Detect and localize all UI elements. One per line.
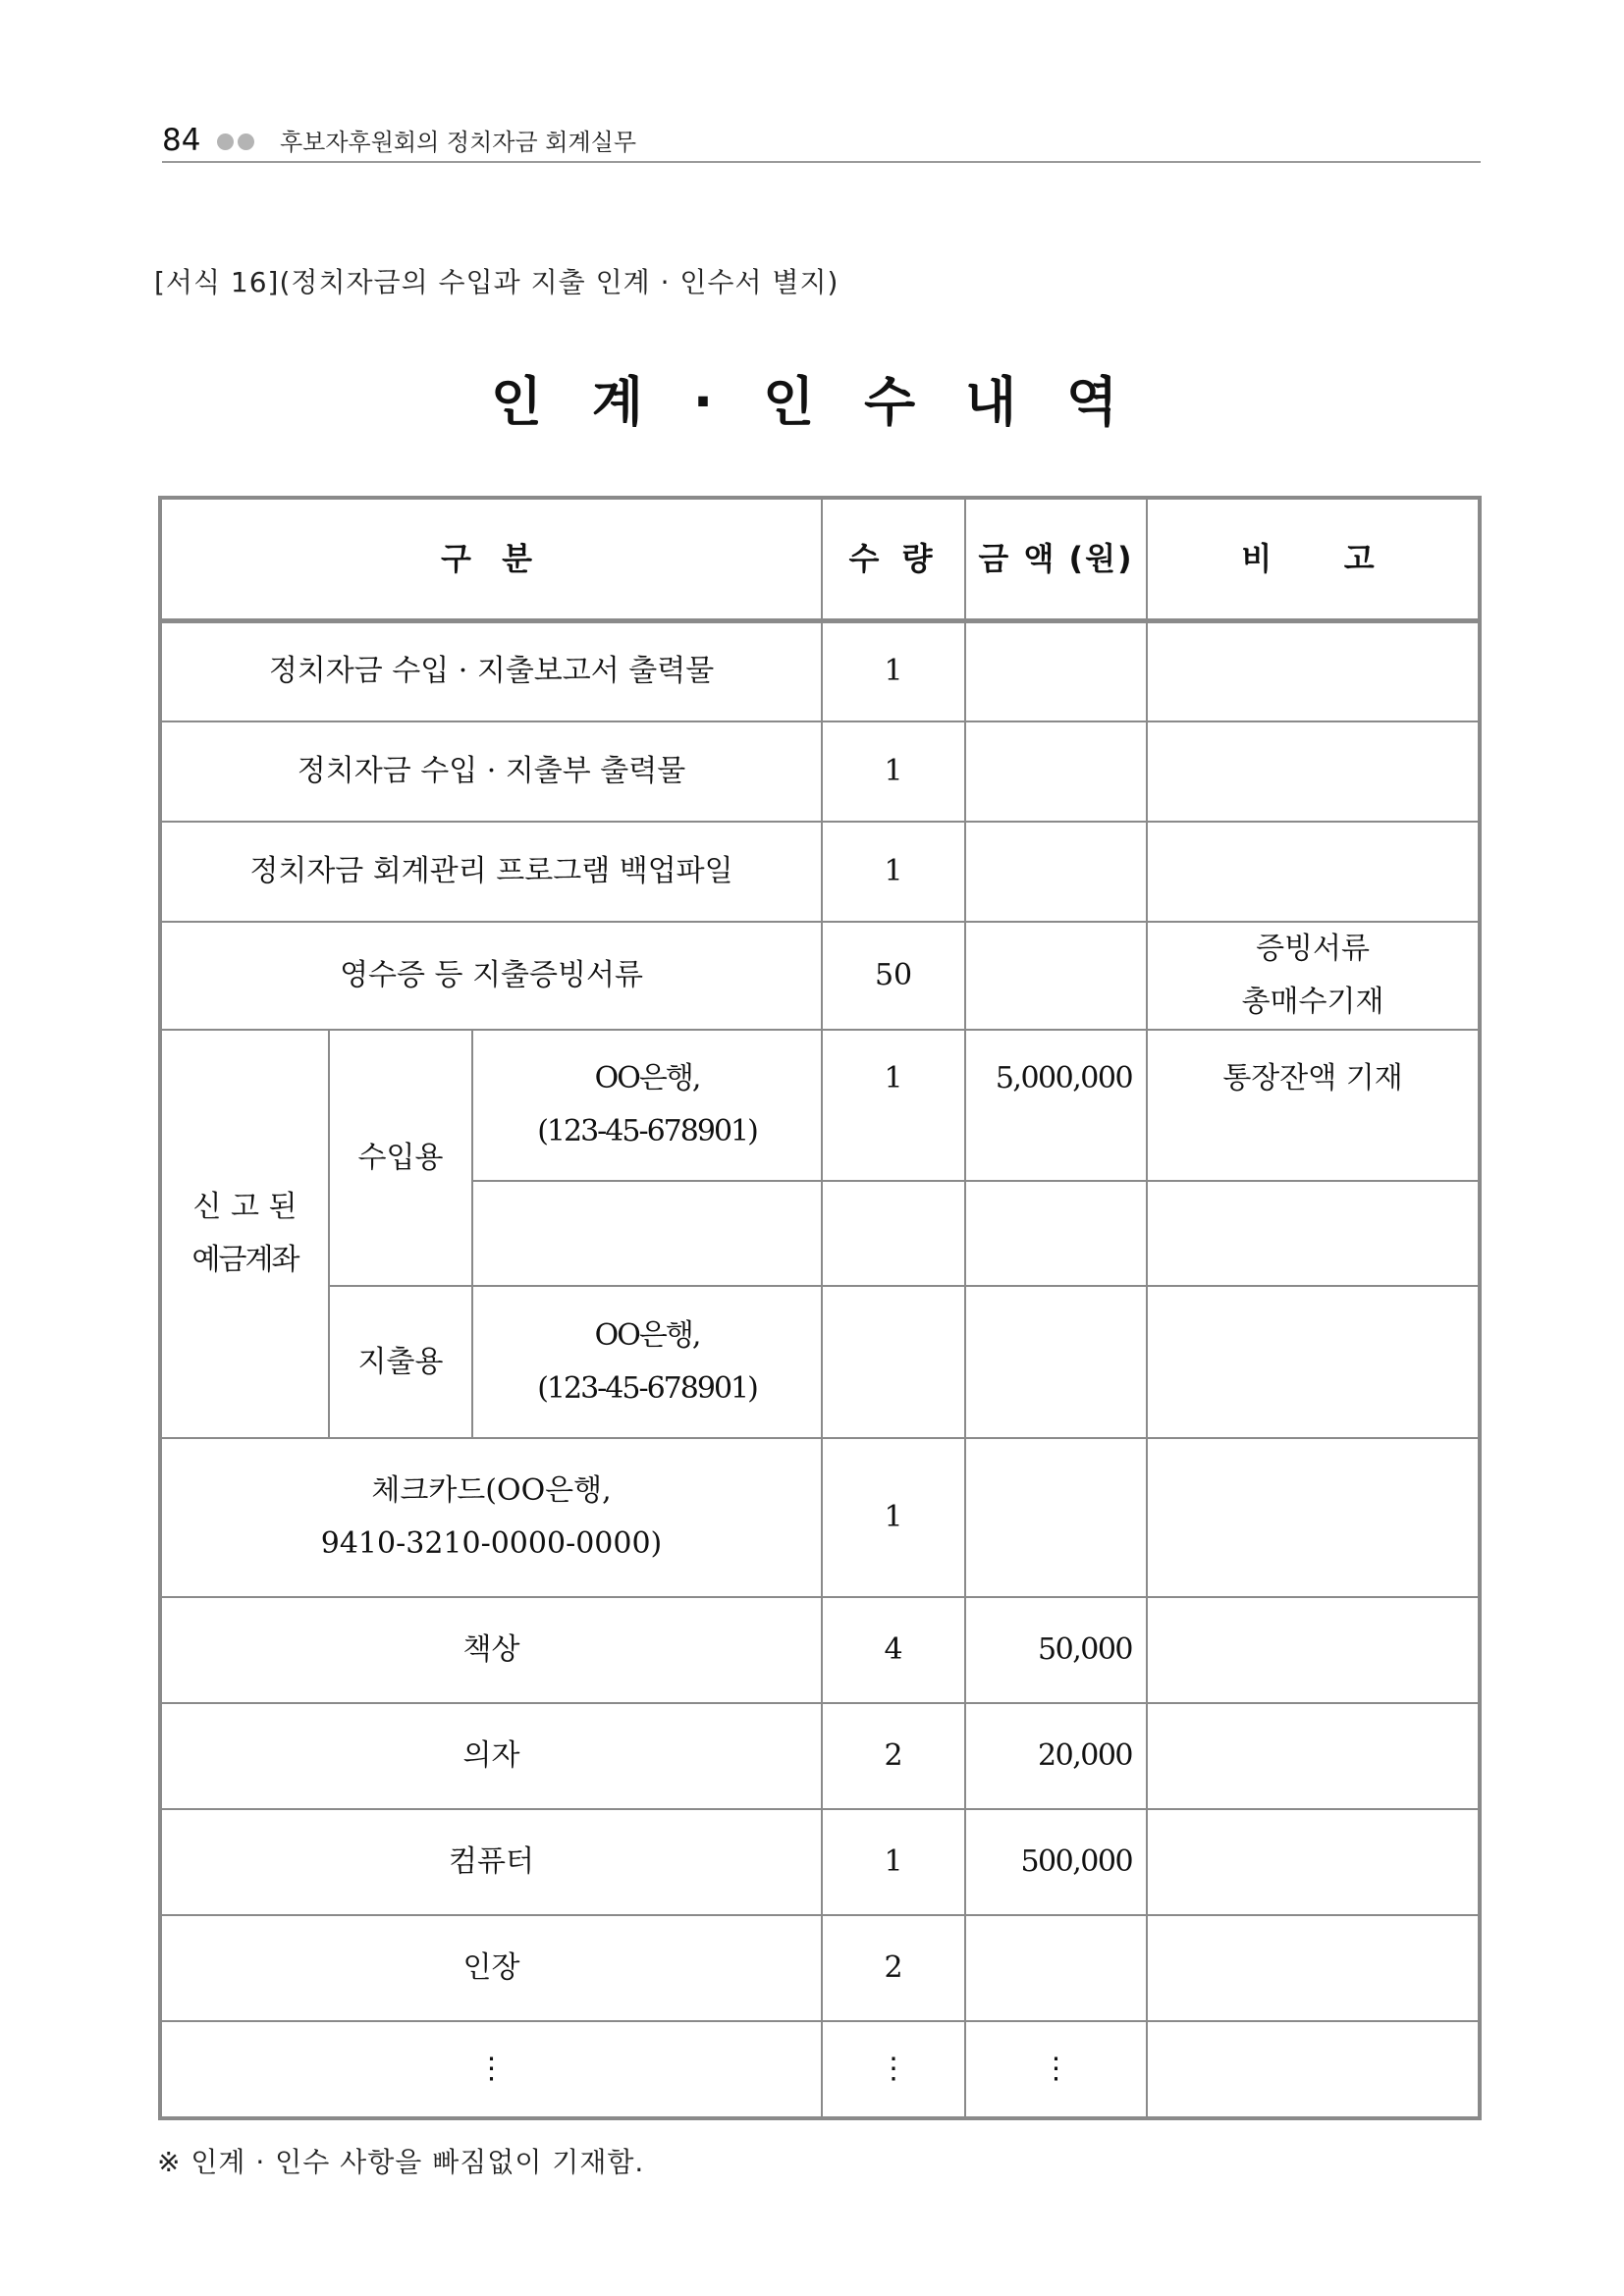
- form-label: [서식 16](정치자금의 수입과 지출 인계 · 인수서 별지): [154, 266, 839, 298]
- header-amount: 금 액 (원): [965, 498, 1147, 620]
- item-note: [1147, 1286, 1480, 1438]
- account-number: (123-45-678901): [537, 1114, 757, 1148]
- item-note: [1147, 620, 1480, 721]
- item-quantity: 1: [822, 1030, 965, 1181]
- item-note: [1147, 1915, 1480, 2021]
- running-header: [162, 124, 1481, 163]
- table-row: [160, 1915, 1480, 2021]
- item-quantity: 2: [822, 1915, 965, 2021]
- account-bank: OO은행,: [594, 1061, 700, 1095]
- page-number: 84: [162, 123, 201, 158]
- item-name: 컴퓨터: [160, 1809, 822, 1915]
- table-row: [160, 2021, 1480, 2118]
- item-note: [1147, 2021, 1480, 2118]
- item-name: 의자: [160, 1703, 822, 1809]
- table-row: [160, 721, 1480, 822]
- item-name: 정치자금 수입 · 지출부 출력물: [160, 721, 822, 822]
- item-quantity: 1: [822, 1809, 965, 1915]
- item-name: 정치자금 회계관리 프로그램 백업파일: [160, 822, 822, 922]
- item-quantity: 2: [822, 1703, 965, 1809]
- ellipsis-cell: ⋮: [822, 2021, 965, 2118]
- table-header-row: [160, 498, 1480, 620]
- table-row: [160, 1809, 1480, 1915]
- item-note: [1147, 822, 1480, 922]
- expense-account: [472, 1286, 822, 1438]
- table-row: [160, 1438, 1480, 1597]
- item-name: 인장: [160, 1915, 822, 2021]
- item-note: [1147, 1597, 1480, 1703]
- header-dots-icon: [217, 133, 258, 151]
- item-note: [1147, 1703, 1480, 1809]
- check-card-line: 체크카드(OO은행,: [371, 1473, 612, 1508]
- item-quantity: 4: [822, 1597, 965, 1703]
- table-row: [160, 1703, 1480, 1809]
- check-card: [160, 1438, 822, 1597]
- note-line: 증빙서류: [1256, 932, 1370, 966]
- table-row: [160, 1286, 1480, 1438]
- item-name: 영수증 등 지출증빙서류: [160, 922, 822, 1030]
- table-row: [160, 922, 1480, 1030]
- ellipsis-cell: ⋮: [160, 2021, 822, 2118]
- empty-cell: [472, 1181, 822, 1286]
- item-amount: 20,000: [965, 1703, 1147, 1809]
- table-row: [160, 822, 1480, 922]
- item-note: [1147, 721, 1480, 822]
- document-title: 인 계 · 인 수 내 역: [490, 371, 1134, 433]
- empty-cell: [965, 1181, 1147, 1286]
- item-quantity: 1: [822, 721, 965, 822]
- header-category: 구 분: [160, 498, 822, 620]
- item-amount: [965, 822, 1147, 922]
- account-number: (123-45-678901): [537, 1370, 757, 1406]
- header-note: 비 고: [1147, 498, 1480, 620]
- income-account: [472, 1030, 822, 1181]
- item-amount: [965, 620, 1147, 721]
- item-quantity: 1: [822, 1438, 965, 1597]
- item-note: [1147, 922, 1480, 1030]
- item-amount: 5,000,000: [965, 1030, 1147, 1181]
- item-note: [1147, 1438, 1480, 1597]
- item-amount: 50,000: [965, 1597, 1147, 1703]
- item-quantity: [822, 1286, 965, 1438]
- item-amount: [965, 721, 1147, 822]
- item-quantity: 50: [822, 922, 965, 1030]
- account-group-line: 예금계좌: [191, 1243, 298, 1277]
- item-note: 통장잔액 기재: [1147, 1030, 1480, 1181]
- account-bank: OO은행,: [594, 1317, 700, 1353]
- table-row: [160, 620, 1480, 721]
- item-name: 정치자금 수입 · 지출보고서 출력물: [160, 620, 822, 721]
- item-note: [1147, 1809, 1480, 1915]
- book-title: 후보자후원회의 정치자금 회계실무: [280, 129, 637, 156]
- note-line: 총매수기재: [1241, 985, 1384, 1019]
- ellipsis-cell: ⋮: [965, 2021, 1147, 2118]
- account-group-label: [160, 1030, 329, 1438]
- expense-account-label: 지출용: [329, 1286, 472, 1438]
- empty-cell: [1147, 1181, 1480, 1286]
- header-quantity: 수 량: [822, 498, 965, 620]
- income-account-label: 수입용: [329, 1030, 472, 1286]
- footnote: ※ 인계 · 인수 사항을 빠짐없이 기재함.: [157, 2146, 645, 2178]
- item-amount: [965, 1915, 1147, 2021]
- table-row: [160, 1597, 1480, 1703]
- item-amount: 500,000: [965, 1809, 1147, 1915]
- account-group-line: 신 고 된: [192, 1190, 298, 1224]
- item-amount: [965, 1286, 1147, 1438]
- item-quantity: 1: [822, 620, 965, 721]
- empty-cell: [822, 1181, 965, 1286]
- item-name: 책상: [160, 1597, 822, 1703]
- item-amount: [965, 1438, 1147, 1597]
- inventory-table: [158, 496, 1482, 2120]
- item-quantity: 1: [822, 822, 965, 922]
- table-row: [160, 1030, 1480, 1181]
- item-amount: [965, 922, 1147, 1030]
- check-card-line: 9410-3210-0000-0000): [320, 1526, 663, 1561]
